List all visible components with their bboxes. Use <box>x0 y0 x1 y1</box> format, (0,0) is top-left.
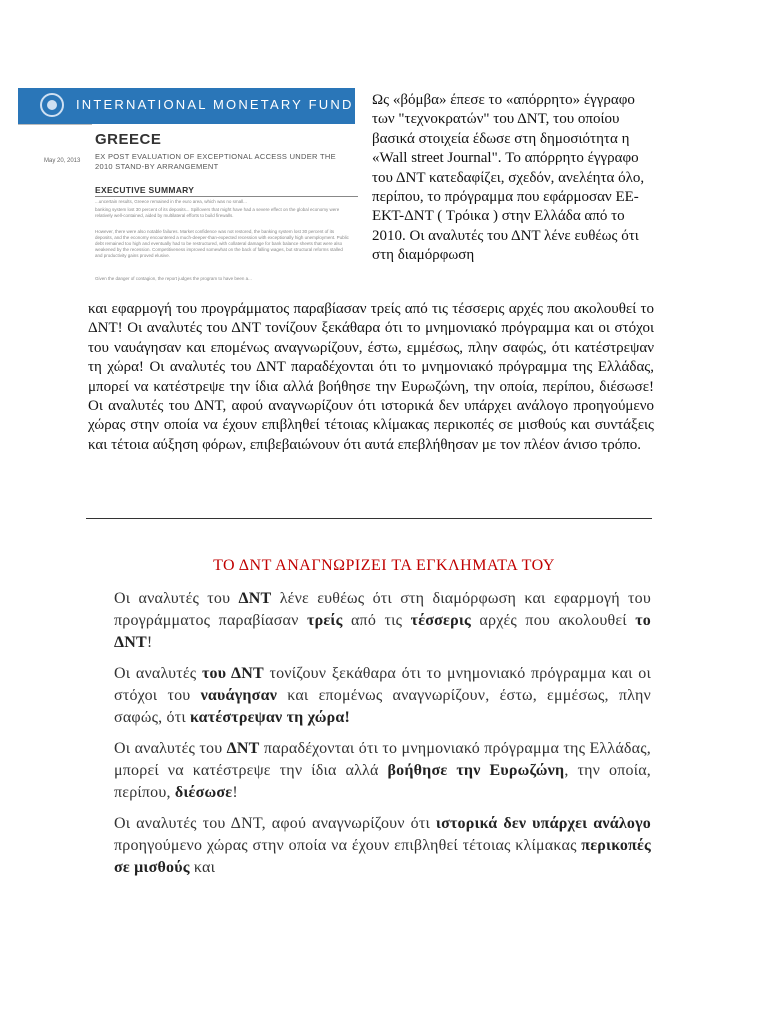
imf-report-cover-image <box>18 88 358 313</box>
text-run: από τις <box>342 612 411 629</box>
section-divider <box>86 518 652 519</box>
text-run: και επομένως αναγνωρίζουν, έστω, εμμέσως, πλην σαφώς, ότι <box>114 687 651 726</box>
text-run: Οι αναλυτές του ΔΝΤ, αφού αναγνωρίζουν ότι <box>114 815 436 832</box>
continuation-text: και εφαρμογή του προγράμματος παραβίασαν τρείς από τις τέσσερις αρχές που ακολουθεί το ΔΝΤ! Οι αναλυτές του ΔΝΤ τονίζουν ξεκάθαρα ότι το μνημονιακό πρόγραμμα και οι στόχοι του ναυάγησαν και επομένως αναγνωρίζουν, έστω, εμμέσως, πλην σαφώς, ότι κατέστρεψαν τη χώρα! Οι αναλυτές του ΔΝΤ παραδέχονται ότι το μνημονιακό πρόγραμμα της Ελλάδας, μπορεί να κατέστρεψε την ίδια αλλά βοήθησε την Ευρωζώνη, την οποία, περίπου, διέσωσε! Οι αναλυτές του ΔΝΤ, αφού αναγνωρίζουν ότι ιστορικά δεν υπάρχει ανάλογο προηγούμενο χώρας στην οποία να έχουν επιβληθεί τέτοιας κλίμακας περικοπές σε μισθούς και συντάξεις και τέτοια αύξηση φόρων, επιβεβαιώνουν ότι αυτά επεβλήθησαν με τον πλέον άνισο τρόπο. <box>88 301 654 453</box>
bold-run: ιστορικά δεν υπάρχει ανάλογο <box>435 815 651 832</box>
bold-run: διέσωσε <box>174 784 233 801</box>
text-run: Οι αναλυτές του <box>114 590 239 607</box>
cover-subtitle: EX POST EVALUATION OF EXCEPTIONAL ACCESS UNDER THE 2010 STAND-BY ARRANGEMENT <box>95 152 336 171</box>
article-paragraph <box>114 588 651 654</box>
imf-seal-icon <box>40 93 64 117</box>
bold-run: το ΔΝΤ <box>114 612 651 651</box>
cover-blur-text: However, there were also notable failures. Market confidence was not restored, the banking system lost 30 percent of its deposits, and the economy encountered a much-deeper-than-expected recession with exceptionally high unemployment. Public debt remained too high and eventually had to be restructured, with collateral damage for bank balance sheets that were also weakened by the recession. Competitiveness improved somewhat on the back of falling wages, but structural reforms stalled and productivity gains proved elusive. <box>95 229 349 258</box>
text-run: και <box>189 859 216 876</box>
bold-run: του ΔΝΤ <box>201 665 264 682</box>
section-heading: ΤΟ ΔΝΤ ΑΝΑΓΝΩΡΙΖΕΙ ΤΑ ΕΓΚΛΗΜΑΤΑ ΤΟΥ <box>213 557 555 574</box>
intro-column <box>372 91 654 266</box>
cover-blur-text: ...uncertain results, Greece remained in the euro area, which was no small... <box>95 199 247 204</box>
article-paragraph <box>114 663 651 729</box>
cover-country: GREECE <box>95 131 162 148</box>
cover-date: May 20, 2013 <box>44 158 81 164</box>
cover-summary-title: EXECUTIVE SUMMARY <box>95 185 195 195</box>
text-run: αρχές που ακολουθεί <box>470 612 636 629</box>
text-run: τονίζουν ξεκάθαρα ότι το μνημονιακό πρόγραμμα και οι στόχοι του <box>114 665 651 704</box>
bold-run: περικοπές σε μισθούς <box>114 837 651 876</box>
bold-run: ΔΝΤ <box>238 590 272 607</box>
text-run: Οι αναλυτές <box>114 665 202 682</box>
bold-run: βοήθησε την Ευρωζώνη <box>387 762 565 779</box>
text-run: ! <box>146 634 153 651</box>
intro-text: Ως «βόμβα» έπεσε το «απόρρητο» έγγραφο των "τεχνοκρατών" του ΔΝΤ, του οποίου βασικά στοιχεία έδωσε στη δημοσιότητα η «Wall street Journal". Το απόρρητο έγγραφο του ΔΝΤ κατεδαφίζει, σχεδόν, ανελέητα όλο, περίπου, το πρόγραμμα που εφάρμοσαν ΕΕ-ΕΚΤ-ΔΝΤ ( Τρόικα ) στην Ελλάδα από το 2010. Οι αναλυτές του ΔΝΤ λένε ευθέως ότι στη διαμόρφωση <box>372 92 645 264</box>
cover-summary-rule <box>95 196 358 197</box>
bold-run: κατέστρεψαν τη χώρα! <box>190 709 351 726</box>
bold-run: ναυάγησαν <box>200 687 278 704</box>
text-run: παραδέχονται ότι το μνημονιακό πρόγραμμα της Ελλάδας, μπορεί να κατέστρεψε την ίδια αλλά <box>114 740 651 779</box>
text-run: προηγούμενο χώρας στην οποία να έχουν επιβληθεί τέτοιας κλίμακας <box>114 837 582 854</box>
text-run: λένε ευθέως ότι στη διαμόρφωση και εφαρμογή του προγράμματος παραβίασαν <box>114 590 651 629</box>
bold-run: τέσσερις <box>410 612 471 629</box>
article-paragraph <box>114 813 651 879</box>
bold-run: ΔΝΤ <box>226 740 260 757</box>
text-run: ! <box>232 784 238 801</box>
imf-banner <box>18 88 355 124</box>
bold-run: τρείς <box>307 612 343 629</box>
text-run: Οι αναλυτές του <box>114 740 227 757</box>
continuation-block <box>88 300 654 455</box>
cover-blur-text: banking system lost 30 percent of its deposits... Spillovers that might have had a severe effect on the global economy were relatively well-contained, aided by multilateral efforts to build firewalls. <box>95 207 340 218</box>
article-paragraph <box>114 738 651 804</box>
article-body <box>114 588 651 888</box>
cover-blur-text: Given the danger of contagion, the report judges the program to have been a... <box>95 276 252 281</box>
text-run: , την οποία, περίπου, <box>114 762 652 801</box>
cover-divider <box>18 124 92 125</box>
imf-banner-title: INTERNATIONAL MONETARY FUND <box>76 97 354 112</box>
